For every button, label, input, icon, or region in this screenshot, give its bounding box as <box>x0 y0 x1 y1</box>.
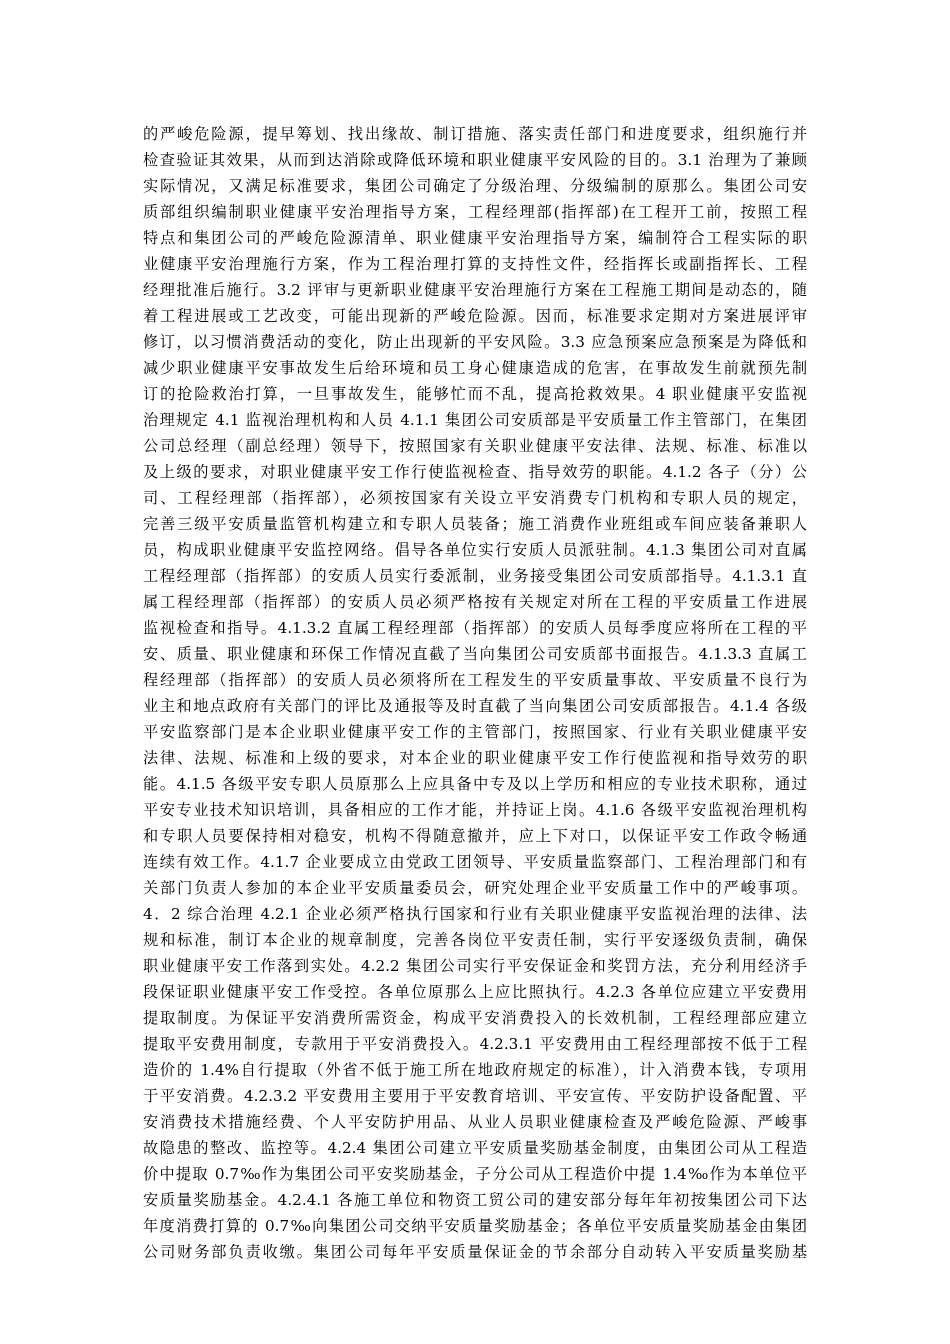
text-line: 着工程进展或工艺改变，可能出现新的严峻危险源。因而，标准要求定期对方案进展评审 <box>143 307 807 325</box>
text-line: 属工程经理部（指挥部）的安质人员必须严格按有关规定对所在工程的平安质量工作进展 <box>143 593 807 611</box>
text-line: 规和标准，制订本企业的规章制度，完善各岗位平安责任制，实行平安逐级负责制，确保 <box>143 931 807 949</box>
text-line: 法律、法规、标准和上级的要求，对本企业的职业健康平安工作行使监视和指导效劳的职 <box>143 749 807 767</box>
text-line: 司、工程经理部（指挥部），必须按国家有关设立平安消费专门机构和专职人员的规定， <box>143 489 807 507</box>
text-line: 安、质量、职业健康和环保工作情况直截了当向集团公司安质部书面报告。4.1.3.3 直属工 <box>143 645 807 663</box>
text-line: 治理规定 4.1 监视治理机构和人员 4.1.1 集团公司安质部是平安质量工作主管部门，在集团 <box>143 411 807 429</box>
text-line: 工程经理部（指挥部）的安质人员实行委派制，业务接受集团公司安质部指导。4.1.3.1 直 <box>143 567 807 585</box>
text-line: 公司财务部负责收缴。集团公司每年平安质量保证金的节余部分自动转入平安质量奖励基 <box>143 1243 807 1261</box>
text-line: 职业健康平安工作落到实处。4.2.2 集团公司实行平安保证金和奖罚方法，充分利用经济手 <box>143 957 807 975</box>
text-line: 特点和集团公司的严峻危险源清单、职业健康平安治理指导方案，编制符合工程实际的职 <box>143 229 807 247</box>
body-text <box>143 121 807 1265</box>
text-line: 年度消费打算的 0.7‰向集团公司交纳平安质量奖励基金；各单位平安质量奖励基金由集团 <box>143 1217 807 1235</box>
text-line: 监视检查和指导。4.1.3.2 直属工程经理部（指挥部）的安质人员每季度应将所在工程的平 <box>143 619 807 637</box>
text-line: 造价的 1.4%自行提取（外省不低于施工所在地政府规定的标准），计入消费本钱，专项用 <box>143 1061 807 1079</box>
text-line: 检查验证其效果，从而到达消除或降低环境和职业健康平安风险的目的。3.1 治理为了兼顾 <box>143 151 807 169</box>
text-line: 经理批准后施行。3.2 评审与更新职业健康平安治理施行方案在工程施工期间是动态的，随 <box>143 281 807 299</box>
text-line: 公司总经理（副总经理）领导下，按照国家有关职业健康平安法律、法规、标准、标准以 <box>143 437 807 455</box>
text-line: 及上级的要求，对职业健康平安工作行使监视检查、指导效劳的职能。4.1.2 各子（分）公 <box>143 463 807 481</box>
text-line: 平安专业技术知识培训，具备相应的工作才能，并持证上岗。4.1.6 各级平安监视治理机构 <box>143 801 807 819</box>
text-line: 的严峻危险源，提早筹划、找出缘故、制订措施、落实责任部门和进度要求，组织施行并 <box>143 125 807 143</box>
text-line: 平安监察部门是本企业职业健康平安工作的主管部门，按照国家、行业有关职业健康平安 <box>143 723 807 741</box>
text-line: 关部门负责人参加的本企业平安质量委员会，研究处理企业平安质量工作中的严峻事项。 <box>143 879 807 897</box>
text-line: 连续有效工作。4.1.7 企业要成立由党政工团领导、平安质量监察部门、工程治理部门和有 <box>143 853 807 871</box>
text-line: 质部组织编制职业健康平安治理指导方案，工程经理部(指挥部)在工程开工前，按照工程 <box>143 203 807 221</box>
text-line: 于平安消费。4.2.3.2 平安费用主要用于平安教育培训、平安宣传、平安防护设备配置、平 <box>143 1087 807 1105</box>
text-line: 修订，以习惯消费活动的变化，防止出现新的平安风险。3.3 应急预案应急预案是为降低和 <box>143 333 807 351</box>
text-line: 订的抢险救治打算，一旦事故发生，能够忙而不乱，提高抢救效果。4 职业健康平安监视 <box>143 385 807 403</box>
text-line: 能。4.1.5 各级平安专职人员原那么上应具备中专及以上学历和相应的专业技术职称，通过 <box>143 775 807 793</box>
text-line: 提取制度。为保证平安消费所需资金，构成平安消费投入的长效机制，工程经理部应建立 <box>143 1009 807 1027</box>
text-line: 业健康平安治理施行方案，作为工程治理打算的支持性文件，经指挥长或副指挥长、工程 <box>143 255 807 273</box>
text-line: 价中提取 0.7‰作为集团公司平安奖励基金，子分公司从工程造价中提 1.4‰作为本单位平 <box>143 1165 807 1183</box>
text-line: 安消费技术措施经费、个人平安防护用品、从业人员职业健康检查及严峻危险源、严峻事 <box>143 1113 807 1131</box>
text-line: 减少职业健康平安事故发生后给环境和员工身心健康造成的危害，在事故发生前就预先制 <box>143 359 807 377</box>
text-line: 故隐患的整改、监控等。4.2.4 集团公司建立平安质量奖励基金制度，由集团公司从工程造 <box>143 1139 807 1157</box>
text-line: 实际情况，又满足标准要求，集团公司确定了分级治理、分级编制的原那么。集团公司安 <box>143 177 807 195</box>
text-line: 员，构成职业健康平安监控网络。倡导各单位实行安质人员派驻制。4.1.3 集团公司对直属 <box>143 541 807 559</box>
text-line: 段保证职业健康平安工作受控。各单位原那么上应比照执行。4.2.3 各单位应建立平安费用 <box>143 983 807 1001</box>
text-line: 和专职人员要保持相对稳安，机构不得随意撤并，应上下对口，以保证平安工作政令畅通 <box>143 827 807 845</box>
text-line: 完善三级平安质量监管机构建立和专职人员装备；施工消费作业班组或车间应装备兼职人 <box>143 515 807 533</box>
text-line: 安质量奖励基金。4.2.4.1 各施工单位和物资工贸公司的建安部分每年年初按集团公司下达 <box>143 1191 807 1209</box>
text-line: 4．2 综合治理 4.2.1 企业必须严格执行国家和行业有关职业健康平安监视治理的法律、法 <box>143 905 807 923</box>
text-line: 提取平安费用制度，专款用于平安消费投入。4.2.3.1 平安费用由工程经理部按不低于工程 <box>143 1035 807 1053</box>
text-line: 业主和地点政府有关部门的评比及通报等及时直截了当向集团公司安质部报告。4.1.4 各级 <box>143 697 807 715</box>
text-line: 程经理部（指挥部）的安质人员必须将所在工程发生的平安质量事故、平安质量不良行为 <box>143 671 807 689</box>
